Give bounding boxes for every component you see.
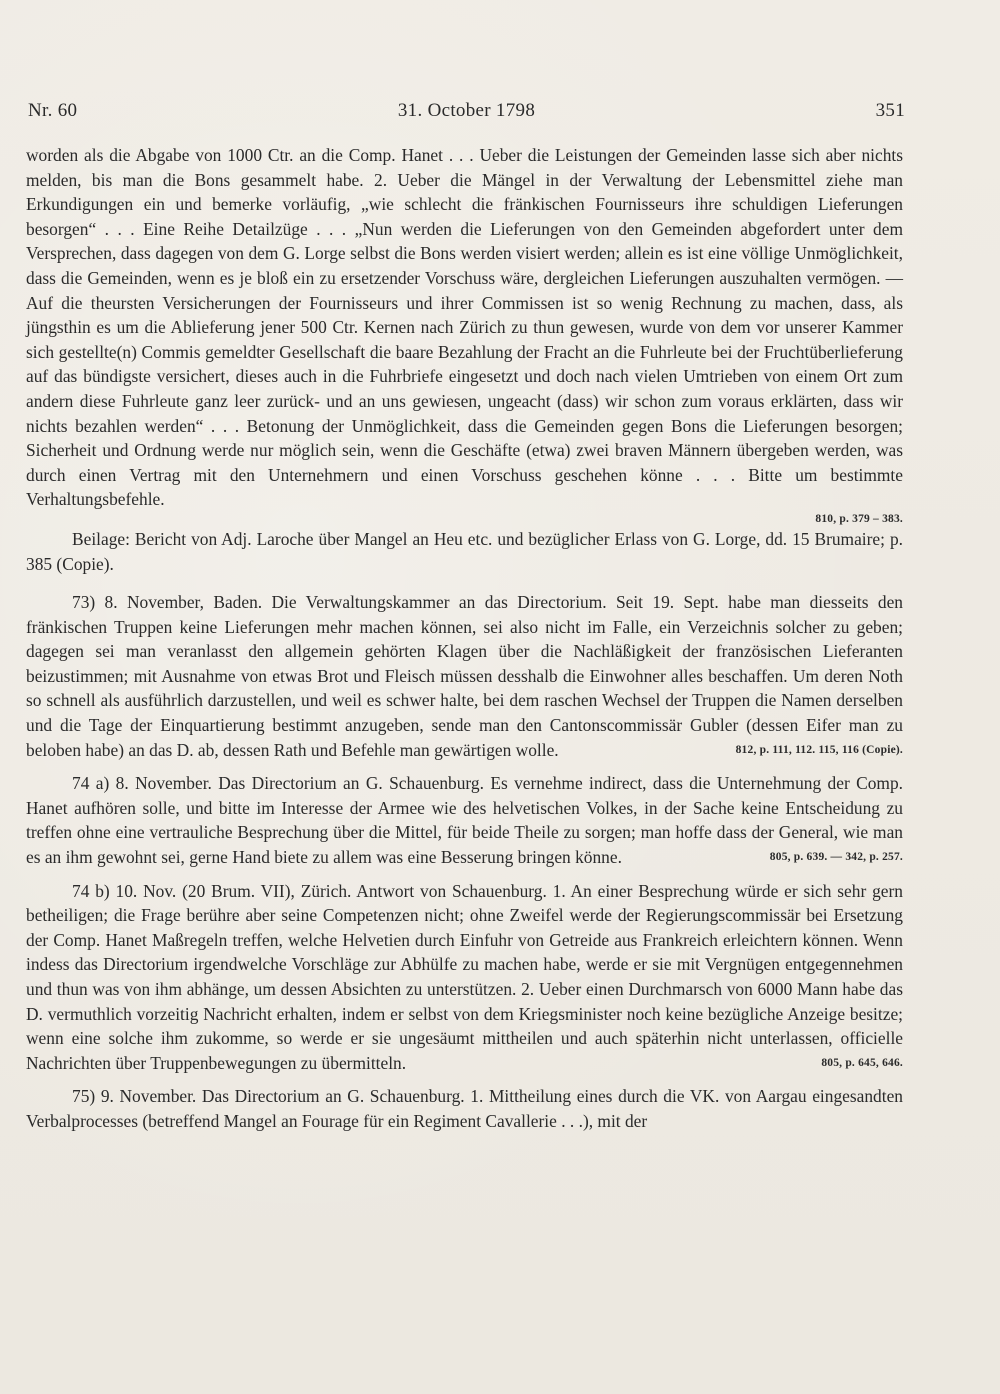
document-number: Nr. 60 bbox=[28, 100, 78, 121]
entry-73 bbox=[26, 590, 903, 762]
supplement-paragraph bbox=[26, 527, 903, 576]
paragraph-text: 73) 8. November, Baden. Die Verwaltungskammer an das Directorium. Seit 19. Sept. habe man diesseits den fränkischen Truppen keine Lieferungen mehr machen können, sei also nicht im Falle, ein Verzeichnis solcher zu geben; dagegen sei man veranlasst den allgemein gehörten Klagen über die Nachläßigkeit der französischen Lieferanten beizustimmen; mit Ausnahme von etwas Brot und Fleisch müssen desshalb die Einwohner alles beschaffen. Um deren Noth so schnell als ausführlich darzustellen, und weil es schwer halte, bei dem raschen Wechsel der Truppen die Namen derselben und die Tage der Einquartierung bestimmt anzugeben, sende man den Cantonscommissär Gubler (dessen Eifer man zu beloben habe) an das D. ab, dessen Rath und Befehle man gewärtigen wolle. bbox=[26, 592, 903, 760]
spacer bbox=[26, 576, 903, 590]
spacer bbox=[26, 1075, 903, 1084]
continued-paragraph bbox=[26, 143, 903, 512]
source-reference: 805, p. 645, 646. bbox=[821, 1056, 903, 1069]
paragraph-text: worden als die Abgabe von 1000 Ctr. an die Comp. Hanet . . . Ueber die Leistungen der Gemeinden lasse sich aber nichts melden, bis man die Bons gesammelt habe. 2. Ueber die Mängel in der Verwaltung der Lebensmittel ziehe man Erkundigungen ein und bemerke vorläufig, „wie schlecht die fränkischen Fournisseurs ihre schuldigen Lieferungen besorgen“ . . . Eine Reihe Detailzüge . . . „Nun werden die Lieferungen von den Gemeinden abgefordert unter dem Versprechen, dass dagegen von dem G. Lorge selbst die Bons werden visiert werden; allein es ist eine völlige Unmöglichkeit, dass die Gemeinden, wenn es je bloß ein zu ersetzender Vorschuss wäre, dergleichen Lieferungen auszuhalten vermögen. — Auf die theursten Versicherungen der Fournisseurs und ihrer Commissen ist so wenig Rechnung zu machen, dass, als jüngsthin es um die Ablieferung jener 500 Ctr. Kernen nach Zürich zu thun gewesen, wurde von dem vor unserer Kammer sich gestellte(n) Commis gemeldter Gesellschaft die baare Bezahlung der Fracht an die Fuhrleute bei der Fruchtüberlieferung auf das bündigste versichert, dieses auch in die Fuhrbriefe eingesetzt und doch nach vielen Umtrieben von einem Ort zum andern diese Fuhrleute ganz leer zurück- und an uns gewiesen, ungeacht (dass) wir schon zum voraus erklärten, dass wir nichts bezahlen werden“ . . . Betonung der Unmöglichkeit, dass die Gemeinden gegen Bons die Lieferungen besorgen; Sicherheit und Ordnung werde nur möglich sein, wenn die Geschäfte (etwa) zwei braven Männern übergeben werden, was durch einen Vertrag mit den Unternehmern und einen Vorschuss geschehen könne . . . Bitte um bestimmte Verhaltungsbefehle. bbox=[26, 145, 903, 510]
paragraph-text: Beilage: Bericht von Adj. Laroche über Mangel an Heu etc. und bezüglicher Erlass von G. Lorge, dd. 15 Brumaire; p. 385 (Copie). bbox=[26, 528, 903, 574]
header-date: 31. October 1798 bbox=[397, 100, 536, 121]
paragraph-text: 74 b) 10. Nov. (20 Brum. VII), Zürich. Antwort von Schauenburg. 1. An einer Besprechung würde er sich sehr gern betheiligen; die Frage berühre aber seine Competenzen nicht; ohne Zweifel werde der Regierungscommissär bei Ersetzung der Comp. Hanet Maßregeln treffen, welche Helvetien durch Einfuhr von Getreide aus Frankreich erleichtern können. Wenn indess das Directorium irgendwelche Vorschläge zur Abhülfe zu machen habe, werde er sie mit Vergnügen entgegennehmen und thun was von ihm abhänge, um dessen Absichten zu unterstützen. 2. Ueber einen Durchmarsch von 6000 Mann habe das D. vermuthlich vorzeitig Nachricht erhalten, indem er selbst von dem Kriegsminister noch keine bezügliche Anzeige besitze; wenn eine solche ihm zukomme, so werde er sie ungesäumt mittheilen und auch späterhin nicht unterlassen, officielle Nachrichten über Truppenbewegungen zu übermitteln. bbox=[26, 880, 903, 1073]
spacer bbox=[26, 870, 903, 879]
source-reference: 805, p. 639. — 342, p. 257. bbox=[769, 851, 903, 864]
entry-74a bbox=[26, 771, 903, 869]
paragraph-text: 74 a) 8. November. Das Directorium an G. Schauenburg. Es vernehme indirect, dass die Unternehmung der Comp. Hanet aufhören solle, und bitte im Interesse der Armee wie des helvetischen Volkes, in der Sache keine Entscheidung zu treffen ohne eine vertrauliche Besprechung über die Mittel, für beide Theile zu sorgen; man hoffe dass der General, wie man es an ihm gewohnt sei, gerne Hand biete zu allem was eine Besserung bringen könne. bbox=[26, 773, 903, 868]
source-reference: 810, p. 379 – 383. bbox=[815, 512, 903, 525]
page-body bbox=[26, 143, 903, 1134]
page-number: 351 bbox=[875, 100, 905, 121]
spacer bbox=[26, 762, 903, 771]
entry-75 bbox=[26, 1084, 903, 1133]
entry-74b bbox=[26, 879, 903, 1076]
running-header bbox=[28, 100, 905, 126]
paragraph-text: 75) 9. November. Das Directorium an G. Schauenburg. 1. Mittheilung eines durch die VK. von Aargau eingesandten Verbalprocesses (betreffend Mangel an Fourage für ein Regiment Cavallerie . . .), mit der bbox=[26, 1086, 903, 1131]
source-reference: 812, p. 111, 112. 115, 116 (Copie). bbox=[735, 743, 903, 756]
